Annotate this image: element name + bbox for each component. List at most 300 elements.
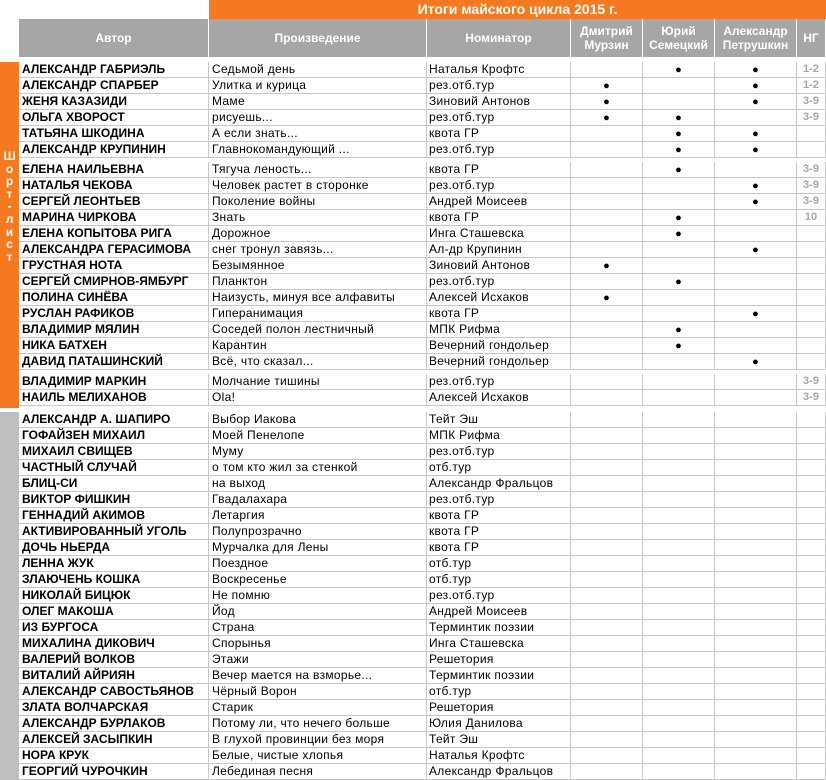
judge-vote-cell[interactable] [643, 162, 715, 178]
author-cell[interactable]: СЕРГЕЙ ЛЕОНТЬЕВ [19, 194, 209, 210]
work-cell[interactable]: Всё, что сказал... [209, 354, 427, 370]
judge-vote-cell[interactable] [715, 604, 797, 620]
nominator-cell[interactable]: отб.тур [427, 684, 571, 700]
ng-cell[interactable] [797, 492, 826, 508]
author-cell[interactable]: ГОФАЙЗЕН МИХАИЛ [19, 428, 209, 444]
judge-vote-cell[interactable] [643, 700, 715, 716]
judge-vote-cell[interactable] [715, 258, 797, 274]
judge-vote-cell[interactable] [715, 162, 797, 178]
nominator-cell[interactable]: Зиновий Антонов [427, 94, 571, 110]
judge-vote-cell[interactable] [715, 338, 797, 354]
judge-vote-cell[interactable] [571, 476, 643, 492]
ng-cell[interactable]: 1-2 [797, 78, 826, 94]
judge-vote-cell[interactable] [715, 732, 797, 748]
judge-vote-cell[interactable] [715, 374, 797, 390]
ng-cell[interactable]: 3-9 [797, 162, 826, 178]
column-header-judge-1[interactable]: Дмитрий Мурзин [571, 19, 643, 57]
judge-vote-cell[interactable] [571, 604, 643, 620]
judge-vote-cell[interactable] [571, 374, 643, 390]
author-cell[interactable]: ЧАСТНЫЙ СЛУЧАЙ [19, 460, 209, 476]
author-cell[interactable]: РУСЛАН РАФИКОВ [19, 306, 209, 322]
judge-vote-cell[interactable] [571, 444, 643, 460]
judge-vote-cell[interactable] [643, 764, 715, 780]
author-cell[interactable]: ЗЛАЮЧЕНЬ КОШКА [19, 572, 209, 588]
author-cell[interactable]: АЛЕКСАНДР СПАРБЕР [19, 78, 209, 94]
ng-cell[interactable] [797, 636, 826, 652]
judge-vote-cell[interactable] [715, 226, 797, 242]
author-cell[interactable]: ГЕОРГИЙ ЧУРОЧКИН [19, 764, 209, 780]
judge-vote-cell[interactable] [571, 700, 643, 716]
work-cell[interactable]: Вечер мается на взморье... [209, 668, 427, 684]
judge-vote-cell[interactable] [715, 620, 797, 636]
author-cell[interactable]: БЛИЦ-СИ [19, 476, 209, 492]
judge-vote-cell[interactable] [571, 94, 643, 110]
nominator-cell[interactable]: МПК Рифма [427, 428, 571, 444]
nominator-cell[interactable]: Терминтик поэзии [427, 668, 571, 684]
author-cell[interactable]: ДОЧЬ НЬЕРДА [19, 540, 209, 556]
judge-vote-cell[interactable] [715, 460, 797, 476]
judge-vote-cell[interactable] [643, 524, 715, 540]
work-cell[interactable]: Выбор Иакова [209, 412, 427, 428]
judge-vote-cell[interactable] [571, 178, 643, 194]
nominator-cell[interactable]: Тейт Эш [427, 412, 571, 428]
judge-vote-cell[interactable] [715, 700, 797, 716]
ng-cell[interactable] [797, 668, 826, 684]
judge-vote-cell[interactable] [571, 338, 643, 354]
author-cell[interactable]: НИКОЛАЙ БИЦЮК [19, 588, 209, 604]
judge-vote-cell[interactable] [715, 540, 797, 556]
work-cell[interactable]: Старик [209, 700, 427, 716]
work-cell[interactable]: Молчание тишины [209, 374, 427, 390]
work-cell[interactable]: Гиперанимация [209, 306, 427, 322]
work-cell[interactable]: Этажи [209, 652, 427, 668]
work-cell[interactable]: Планктон [209, 274, 427, 290]
work-cell[interactable]: Гвадалахара [209, 492, 427, 508]
judge-vote-cell[interactable] [715, 110, 797, 126]
judge-vote-cell[interactable] [643, 126, 715, 142]
judge-vote-cell[interactable] [715, 588, 797, 604]
nominator-cell[interactable]: Александр Фральцов [427, 476, 571, 492]
work-cell[interactable]: Знать [209, 210, 427, 226]
judge-vote-cell[interactable] [643, 540, 715, 556]
author-cell[interactable]: СЕРГЕЙ СМИРНОВ-ЯМБУРГ [19, 274, 209, 290]
judge-vote-cell[interactable] [715, 748, 797, 764]
work-cell[interactable]: Поколение войны [209, 194, 427, 210]
judge-vote-cell[interactable] [643, 210, 715, 226]
nominator-cell[interactable]: Вечерний гондольер [427, 354, 571, 370]
judge-vote-cell[interactable] [571, 460, 643, 476]
judge-vote-cell[interactable] [643, 572, 715, 588]
judge-vote-cell[interactable] [571, 732, 643, 748]
ng-cell[interactable] [797, 338, 826, 354]
judge-vote-cell[interactable] [571, 306, 643, 322]
ng-cell[interactable] [797, 716, 826, 732]
judge-vote-cell[interactable] [643, 476, 715, 492]
judge-vote-cell[interactable] [571, 210, 643, 226]
judge-vote-cell[interactable] [643, 604, 715, 620]
work-cell[interactable]: на выход [209, 476, 427, 492]
nominator-cell[interactable]: отб.тур [427, 556, 571, 572]
nominator-cell[interactable]: Зиновий Антонов [427, 258, 571, 274]
judge-vote-cell[interactable] [715, 764, 797, 780]
work-cell[interactable]: Маме [209, 94, 427, 110]
judge-vote-cell[interactable] [571, 620, 643, 636]
author-cell[interactable]: АЛЕКСАНДРА ГЕРАСИМОВА [19, 242, 209, 258]
author-cell[interactable]: ЕЛЕНА НАИЛЬЕВНА [19, 162, 209, 178]
judge-vote-cell[interactable] [715, 354, 797, 370]
judge-vote-cell[interactable] [643, 178, 715, 194]
judge-vote-cell[interactable] [715, 556, 797, 572]
judge-vote-cell[interactable] [715, 476, 797, 492]
judge-vote-cell[interactable] [643, 194, 715, 210]
nominator-cell[interactable]: Тейт Эш [427, 732, 571, 748]
judge-vote-cell[interactable] [643, 290, 715, 306]
judge-vote-cell[interactable] [643, 354, 715, 370]
ng-cell[interactable] [797, 620, 826, 636]
ng-cell[interactable]: 3-9 [797, 178, 826, 194]
judge-vote-cell[interactable] [715, 242, 797, 258]
judge-vote-cell[interactable] [571, 322, 643, 338]
ng-cell[interactable] [797, 764, 826, 780]
judge-vote-cell[interactable] [643, 652, 715, 668]
judge-vote-cell[interactable] [571, 428, 643, 444]
author-cell[interactable]: МИХАИЛ СВИЩЕВ [19, 444, 209, 460]
judge-vote-cell[interactable] [571, 78, 643, 94]
judge-vote-cell[interactable] [571, 492, 643, 508]
ng-cell[interactable] [797, 354, 826, 370]
judge-vote-cell[interactable] [571, 274, 643, 290]
work-cell[interactable]: В глухой провинции без моря [209, 732, 427, 748]
ng-cell[interactable] [797, 476, 826, 492]
ng-cell[interactable] [797, 700, 826, 716]
judge-vote-cell[interactable] [571, 194, 643, 210]
ng-cell[interactable] [797, 572, 826, 588]
nominator-cell[interactable]: рез.отб.тур [427, 374, 571, 390]
judge-vote-cell[interactable] [643, 492, 715, 508]
nominator-cell[interactable]: рез.отб.тур [427, 78, 571, 94]
judge-vote-cell[interactable] [643, 258, 715, 274]
author-cell[interactable]: НИКА БАТХЕН [19, 338, 209, 354]
author-cell[interactable]: ВЛАДИМИР МАРКИН [19, 374, 209, 390]
judge-vote-cell[interactable] [715, 142, 797, 158]
author-cell[interactable]: АЛЕКСАНДР БУРЛАКОВ [19, 716, 209, 732]
ng-cell[interactable] [797, 142, 826, 158]
judge-vote-cell[interactable] [643, 274, 715, 290]
author-cell[interactable]: ЗЛАТА ВОЛЧАРСКАЯ [19, 700, 209, 716]
column-header-judge-3[interactable]: Александр Петрушкин [715, 19, 797, 57]
nominator-cell[interactable]: Инга Сташевска [427, 636, 571, 652]
judge-vote-cell[interactable] [715, 444, 797, 460]
nominator-cell[interactable]: квота ГР [427, 524, 571, 540]
author-cell[interactable]: НОРА КРУК [19, 748, 209, 764]
author-cell[interactable]: ВЛАДИМИР МЯЛИН [19, 322, 209, 338]
author-cell[interactable]: МИХАЛИНА ДИКОВИЧ [19, 636, 209, 652]
author-cell[interactable]: МАРИНА ЧИРКОВА [19, 210, 209, 226]
work-cell[interactable]: Мурчалка для Лены [209, 540, 427, 556]
author-cell[interactable]: ЖЕНЯ КАЗАЗИДИ [19, 94, 209, 110]
judge-vote-cell[interactable] [715, 194, 797, 210]
nominator-cell[interactable]: Андрей Моисеев [427, 604, 571, 620]
judge-vote-cell[interactable] [571, 226, 643, 242]
judge-vote-cell[interactable] [643, 226, 715, 242]
judge-vote-cell[interactable] [571, 290, 643, 306]
judge-vote-cell[interactable] [571, 668, 643, 684]
judge-vote-cell[interactable] [571, 354, 643, 370]
ng-cell[interactable]: 3-9 [797, 194, 826, 210]
judge-vote-cell[interactable] [571, 126, 643, 142]
judge-vote-cell[interactable] [715, 572, 797, 588]
judge-vote-cell[interactable] [715, 78, 797, 94]
work-cell[interactable]: Соседей полон лестничный [209, 322, 427, 338]
author-cell[interactable]: ИЗ БУРГОСА [19, 620, 209, 636]
nominator-cell[interactable]: Александр Фральцов [427, 764, 571, 780]
judge-vote-cell[interactable] [643, 588, 715, 604]
work-cell[interactable]: Белые, чистые хлопья [209, 748, 427, 764]
nominator-cell[interactable]: Алексей Исхаков [427, 390, 571, 406]
author-cell[interactable]: ЛЕННА ЖУК [19, 556, 209, 572]
judge-vote-cell[interactable] [571, 508, 643, 524]
judge-vote-cell[interactable] [715, 636, 797, 652]
ng-cell[interactable]: 3-9 [797, 374, 826, 390]
work-cell[interactable]: Лебединая песня [209, 764, 427, 780]
work-cell[interactable]: Йод [209, 604, 427, 620]
judge-vote-cell[interactable] [715, 306, 797, 322]
ng-cell[interactable] [797, 226, 826, 242]
nominator-cell[interactable]: Ал-др Крупинин [427, 242, 571, 258]
column-header-author[interactable]: Автор [19, 19, 209, 57]
nominator-cell[interactable]: рез.отб.тур [427, 444, 571, 460]
column-header-ng[interactable]: НГ [797, 19, 826, 57]
author-cell[interactable]: АЛЕКСАНДР КРУПИНИН [19, 142, 209, 158]
author-cell[interactable]: АКТИВИРОВАННЫЙ УГОЛЬ [19, 524, 209, 540]
nominator-cell[interactable]: квота ГР [427, 126, 571, 142]
author-cell[interactable]: НАИЛЬ МЕЛИХАНОВ [19, 390, 209, 406]
author-cell[interactable]: АЛЕКСАНДР А. ШАПИРО [19, 412, 209, 428]
judge-vote-cell[interactable] [643, 684, 715, 700]
ng-cell[interactable] [797, 460, 826, 476]
ng-cell[interactable] [797, 732, 826, 748]
ng-cell[interactable] [797, 684, 826, 700]
ng-cell[interactable]: 3-9 [797, 390, 826, 406]
author-cell[interactable]: ПОЛИНА СИНЁВА [19, 290, 209, 306]
judge-vote-cell[interactable] [643, 428, 715, 444]
ng-cell[interactable] [797, 524, 826, 540]
judge-vote-cell[interactable] [715, 126, 797, 142]
work-cell[interactable]: Не помню [209, 588, 427, 604]
judge-vote-cell[interactable] [643, 620, 715, 636]
author-cell[interactable]: ДАВИД ПАТАШИНСКИЙ [19, 354, 209, 370]
ng-cell[interactable] [797, 126, 826, 142]
work-cell[interactable]: Карантин [209, 338, 427, 354]
judge-vote-cell[interactable] [571, 748, 643, 764]
nominator-cell[interactable]: рез.отб.тур [427, 588, 571, 604]
judge-vote-cell[interactable] [715, 62, 797, 78]
judge-vote-cell[interactable] [571, 62, 643, 78]
author-cell[interactable]: ВИТАЛИЙ АЙРИЯН [19, 668, 209, 684]
nominator-cell[interactable]: отб.тур [427, 572, 571, 588]
ng-cell[interactable] [797, 508, 826, 524]
judge-vote-cell[interactable] [715, 524, 797, 540]
author-cell[interactable]: ВАЛЕРИЙ ВОЛКОВ [19, 652, 209, 668]
nominator-cell[interactable]: Алексей Исхаков [427, 290, 571, 306]
nominator-cell[interactable]: рез.отб.тур [427, 110, 571, 126]
nominator-cell[interactable]: отб.тур [427, 460, 571, 476]
judge-vote-cell[interactable] [571, 524, 643, 540]
ng-cell[interactable] [797, 604, 826, 620]
author-cell[interactable]: ОЛЬГА ХВОРОСТ [19, 110, 209, 126]
work-cell[interactable]: Дорожное [209, 226, 427, 242]
judge-vote-cell[interactable] [643, 390, 715, 406]
work-cell[interactable]: Человек растет в сторонке [209, 178, 427, 194]
nominator-cell[interactable]: Юлия Данилова [427, 716, 571, 732]
judge-vote-cell[interactable] [643, 94, 715, 110]
judge-vote-cell[interactable] [643, 460, 715, 476]
nominator-cell[interactable]: рез.отб.тур [427, 492, 571, 508]
judge-vote-cell[interactable] [715, 684, 797, 700]
judge-vote-cell[interactable] [643, 142, 715, 158]
judge-vote-cell[interactable] [643, 556, 715, 572]
judge-vote-cell[interactable] [643, 62, 715, 78]
judge-vote-cell[interactable] [643, 748, 715, 764]
nominator-cell[interactable]: МПК Рифма [427, 322, 571, 338]
judge-vote-cell[interactable] [643, 242, 715, 258]
ng-cell[interactable] [797, 556, 826, 572]
judge-vote-cell[interactable] [715, 322, 797, 338]
judge-vote-cell[interactable] [571, 636, 643, 652]
work-cell[interactable]: Безымянное [209, 258, 427, 274]
work-cell[interactable]: Спорынья [209, 636, 427, 652]
column-header-judge-2[interactable]: Юрий Семецкий [643, 19, 715, 57]
nominator-cell[interactable]: Андрей Моисеев [427, 194, 571, 210]
work-cell[interactable]: Улитка и курица [209, 78, 427, 94]
work-cell[interactable]: Поездное [209, 556, 427, 572]
author-cell[interactable]: ГЕННАДИЙ АКИМОВ [19, 508, 209, 524]
work-cell[interactable]: Главнокомандующий ... [209, 142, 427, 158]
judge-vote-cell[interactable] [643, 444, 715, 460]
judge-vote-cell[interactable] [715, 390, 797, 406]
nominator-cell[interactable]: квота ГР [427, 540, 571, 556]
judge-vote-cell[interactable] [715, 178, 797, 194]
work-cell[interactable]: Чёрный Ворон [209, 684, 427, 700]
work-cell[interactable]: Седьмой день [209, 62, 427, 78]
judge-vote-cell[interactable] [571, 142, 643, 158]
work-cell[interactable]: о том кто жил за стенкой [209, 460, 427, 476]
author-cell[interactable]: НАТАЛЬЯ ЧЕКОВА [19, 178, 209, 194]
judge-vote-cell[interactable] [571, 540, 643, 556]
judge-vote-cell[interactable] [715, 668, 797, 684]
judge-vote-cell[interactable] [643, 636, 715, 652]
judge-vote-cell[interactable] [571, 764, 643, 780]
work-cell[interactable]: Моей Пенелопе [209, 428, 427, 444]
judge-vote-cell[interactable] [643, 338, 715, 354]
column-header-nominator[interactable]: Номинатор [427, 19, 571, 57]
judge-vote-cell[interactable] [715, 412, 797, 428]
nominator-cell[interactable]: Вечерний гондольер [427, 338, 571, 354]
nominator-cell[interactable]: квота ГР [427, 508, 571, 524]
judge-vote-cell[interactable] [643, 306, 715, 322]
judge-vote-cell[interactable] [715, 210, 797, 226]
ng-cell[interactable]: 3-9 [797, 94, 826, 110]
judge-vote-cell[interactable] [643, 78, 715, 94]
work-cell[interactable]: Ola! [209, 390, 427, 406]
ng-cell[interactable] [797, 258, 826, 274]
work-cell[interactable]: Тягуча леность... [209, 162, 427, 178]
author-cell[interactable]: ТАТЬЯНА ШКОДИНА [19, 126, 209, 142]
judge-vote-cell[interactable] [571, 242, 643, 258]
ng-cell[interactable]: 3-9 [797, 110, 826, 126]
work-cell[interactable]: снег тронул завязь... [209, 242, 427, 258]
ng-cell[interactable]: 1-2 [797, 62, 826, 78]
ng-cell[interactable] [797, 588, 826, 604]
judge-vote-cell[interactable] [715, 716, 797, 732]
judge-vote-cell[interactable] [715, 274, 797, 290]
nominator-cell[interactable]: квота ГР [427, 306, 571, 322]
work-cell[interactable]: Полупрозрачно [209, 524, 427, 540]
judge-vote-cell[interactable] [715, 508, 797, 524]
work-cell[interactable]: Воскресенье [209, 572, 427, 588]
column-header-work[interactable]: Произведение [209, 19, 427, 57]
judge-vote-cell[interactable] [643, 732, 715, 748]
nominator-cell[interactable]: рез.отб.тур [427, 274, 571, 290]
judge-vote-cell[interactable] [571, 716, 643, 732]
judge-vote-cell[interactable] [571, 162, 643, 178]
judge-vote-cell[interactable] [571, 110, 643, 126]
author-cell[interactable]: АЛЕКСЕЙ ЗАСЫПКИН [19, 732, 209, 748]
judge-vote-cell[interactable] [571, 412, 643, 428]
nominator-cell[interactable]: Инга Сташевска [427, 226, 571, 242]
work-cell[interactable]: Страна [209, 620, 427, 636]
judge-vote-cell[interactable] [715, 492, 797, 508]
author-cell[interactable]: ГРУСТНАЯ НОТА [19, 258, 209, 274]
judge-vote-cell[interactable] [643, 322, 715, 338]
judge-vote-cell[interactable] [643, 668, 715, 684]
judge-vote-cell[interactable] [571, 652, 643, 668]
judge-vote-cell[interactable] [571, 258, 643, 274]
author-cell[interactable]: АЛЕКСАНДР САВОСТЬЯНОВ [19, 684, 209, 700]
nominator-cell[interactable]: Решетория [427, 652, 571, 668]
nominator-cell[interactable]: квота ГР [427, 210, 571, 226]
judge-vote-cell[interactable] [715, 428, 797, 444]
ng-cell[interactable] [797, 290, 826, 306]
judge-vote-cell[interactable] [571, 556, 643, 572]
work-cell[interactable]: Наизусть, минуя все алфавиты [209, 290, 427, 306]
judge-vote-cell[interactable] [715, 652, 797, 668]
ng-cell[interactable] [797, 540, 826, 556]
ng-cell[interactable] [797, 242, 826, 258]
ng-cell[interactable] [797, 322, 826, 338]
nominator-cell[interactable]: квота ГР [427, 162, 571, 178]
judge-vote-cell[interactable] [571, 390, 643, 406]
ng-cell[interactable] [797, 748, 826, 764]
ng-cell[interactable]: 10 [797, 210, 826, 226]
judge-vote-cell[interactable] [715, 290, 797, 306]
work-cell[interactable]: Потому ли, что нечего больше [209, 716, 427, 732]
nominator-cell[interactable]: Наталья Крофтс [427, 62, 571, 78]
ng-cell[interactable] [797, 306, 826, 322]
author-cell[interactable]: ВИКТОР ФИШКИН [19, 492, 209, 508]
ng-cell[interactable] [797, 428, 826, 444]
ng-cell[interactable] [797, 444, 826, 460]
judge-vote-cell[interactable] [715, 94, 797, 110]
work-cell[interactable]: рисуешь... [209, 110, 427, 126]
judge-vote-cell[interactable] [571, 684, 643, 700]
work-cell[interactable]: Муму [209, 444, 427, 460]
ng-cell[interactable] [797, 412, 826, 428]
nominator-cell[interactable]: рез.отб.тур [427, 142, 571, 158]
judge-vote-cell[interactable] [643, 374, 715, 390]
judge-vote-cell[interactable] [643, 508, 715, 524]
work-cell[interactable]: Летаргия [209, 508, 427, 524]
